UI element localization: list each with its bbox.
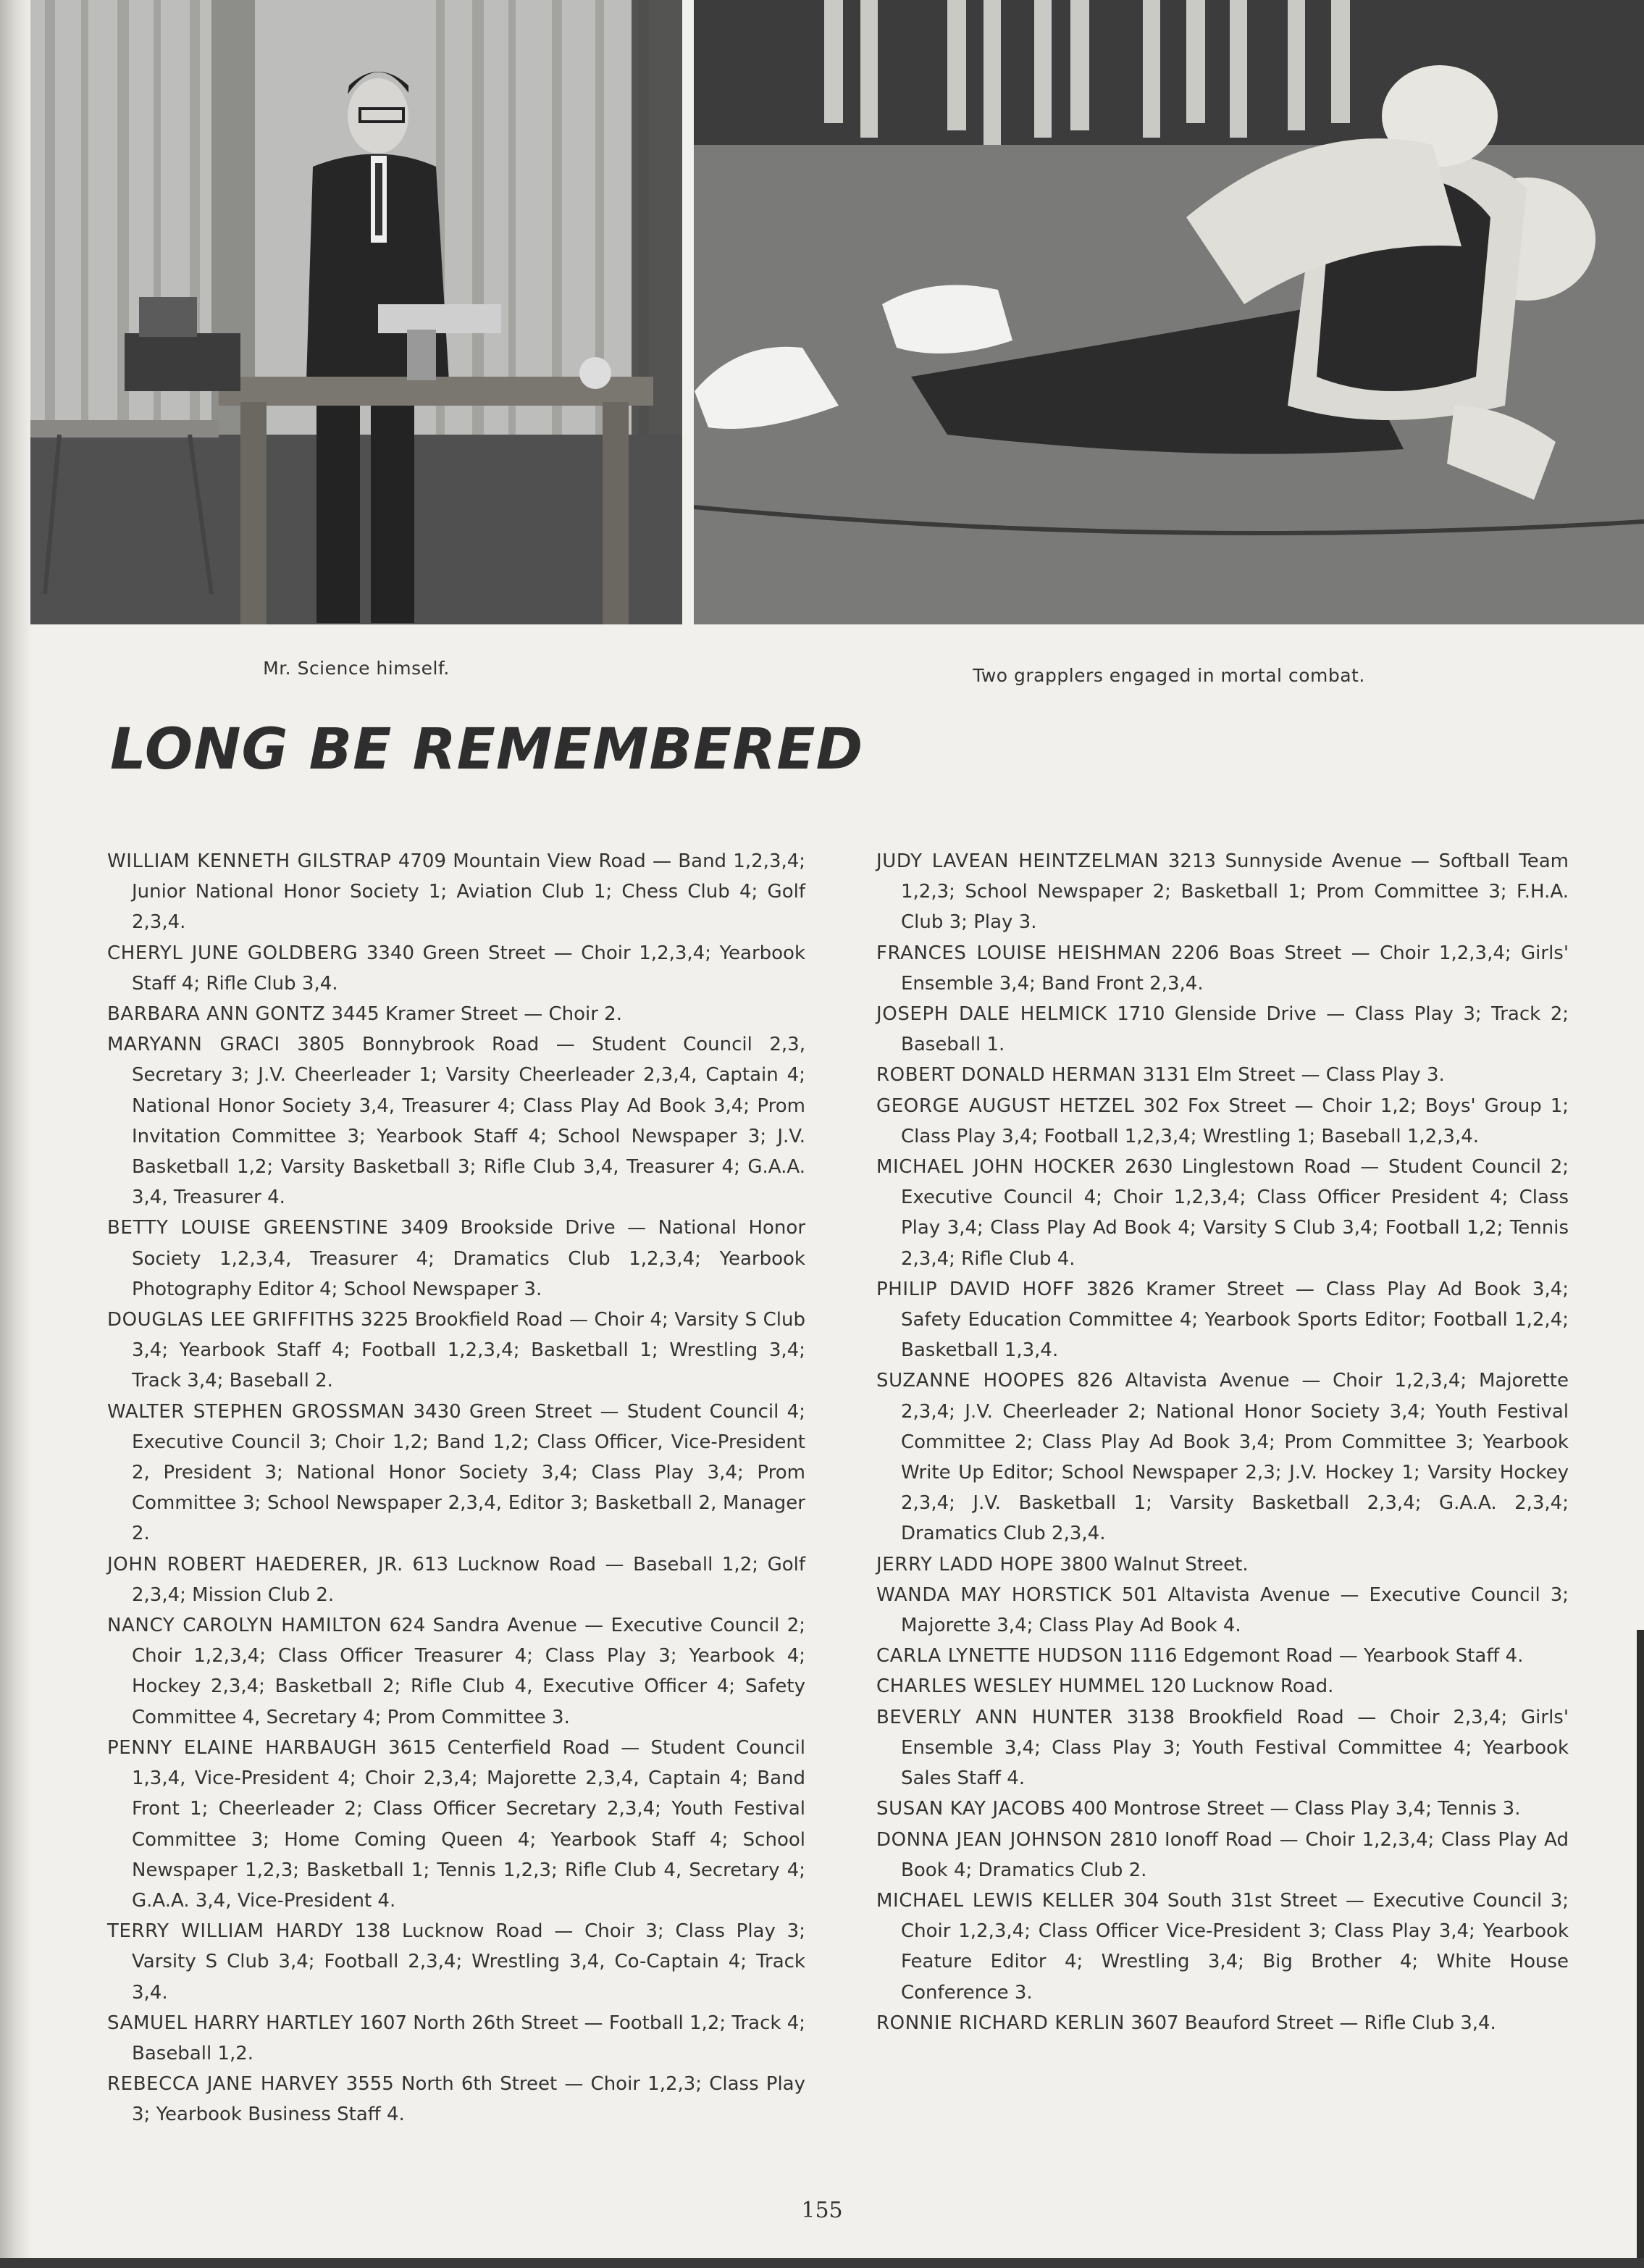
senior-activities: 3340 Green Street — Choir 1,2,3,4; Yearbook Staff 4; Rifle Club 3,4. (132, 942, 806, 995)
senior-entry (876, 1060, 1569, 1090)
senior-activities: 3131 Elm Street — Class Play 3. (1142, 1064, 1445, 1087)
senior-entry (107, 846, 805, 938)
senior-name: JOHN ROBERT HAEDERER, JR. (107, 1553, 403, 1576)
senior-entry (107, 2069, 805, 2130)
science-photo-caption: Mr. Science himself. (263, 658, 450, 679)
senior-list-left (107, 846, 805, 2130)
senior-entry (107, 2008, 805, 2069)
senior-name: DOUGLAS LEE GRIFFITHS (107, 1309, 355, 1331)
senior-activities: 613 Lucknow Road — Baseball 1,2; Golf 2,3,4; Mission Club 2. (132, 1553, 806, 1606)
senior-entry (107, 1549, 805, 1610)
senior-activities: 3445 Kramer Street — Choir 2. (331, 1003, 622, 1026)
senior-entry (876, 846, 1569, 938)
senior-entry (876, 1671, 1569, 1702)
senior-activities: 4709 Mountain View Road — Band 1,2,3,4; Junior National Honor Society 1; Aviation Club 1; Chess Club 4; Golf 2,3,4. (132, 850, 806, 934)
senior-entry (107, 1916, 805, 2008)
senior-entry (876, 1274, 1569, 1366)
senior-activities: 1116 Edgemont Road — Yearbook Staff 4. (1129, 1645, 1524, 1667)
senior-entry (876, 1825, 1569, 1886)
senior-entry (107, 1397, 805, 1549)
senior-name: ROBERT DONALD HERMAN (876, 1064, 1137, 1087)
senior-activities: 1710 Glenside Drive — Class Play 3; Track 2; Baseball 1. (901, 1003, 1569, 1056)
senior-name: SUSAN KAY JACOBS (876, 1798, 1066, 1820)
page-edge-shadow (1637, 1630, 1644, 2268)
senior-activities: 2206 Boas Street — Choir 1,2,3,4; Girls' Ensemble 3,4; Band Front 2,3,4. (901, 942, 1569, 995)
senior-activities: 624 Sandra Avenue — Executive Council 2; Choir 1,2,3,4; Class Officer Treasurer 4; Class Play 3; Yearbook 4; Hockey 2,3,4; Basketball 2; Rifle Club 4, Executive Officer 4; Safety Committee 4, Secretary 4; Prom Committee 3. (132, 1615, 805, 1728)
senior-activities: 2810 Ionoff Road — Choir 1,2,3,4; Class Play Ad Book 4; Dramatics Club 2. (901, 1828, 1569, 1881)
senior-activities: 3138 Brookfield Road — Choir 2,3,4; Girls' Ensemble 3,4; Class Play 3; Youth Festival Committee 4; Yearbook Sales Staff 4. (901, 1706, 1569, 1790)
wrestling-photo (694, 0, 1644, 624)
senior-entry (876, 2008, 1569, 2038)
senior-name: SAMUEL HARRY HARTLEY (107, 2012, 353, 2034)
senior-entry (876, 1365, 1569, 1549)
senior-activities: 826 Altavista Avenue — Choir 1,2,3,4; Majorette 2,3,4; J.V. Cheerleader 2; National Honor Society 3,4; Youth Festival Committee 2; Class Play Ad Book 3,4; Prom Committee 3; Yearbook Write Up Editor; School Newspaper 2,3; J.V. Hockey 1; Varsity Hockey 2,3,4; J.V. Basketball 1; Varsity Basketball 2,3,4; G.A.A. 2,3,4; Dramatics Club 2,3,4. (901, 1370, 1569, 1545)
senior-entry (876, 1091, 1569, 1152)
senior-name: DONNA JEAN JOHNSON (876, 1828, 1103, 1851)
wrestling-photo-caption: Two grapplers engaged in mortal combat. (973, 665, 1365, 686)
senior-entry (876, 1794, 1569, 1824)
senior-entry (107, 1733, 805, 1916)
senior-entry (107, 1213, 805, 1305)
senior-activities: 1607 North 26th Street — Football 1,2; Track 4; Baseball 1,2. (132, 2012, 805, 2064)
senior-name: BETTY LOUISE GREENSTINE (107, 1217, 389, 1239)
senior-activities: 302 Fox Street — Choir 1,2; Boys' Group 1; Class Play 3,4; Football 1,2,3,4; Wrestling 1; Baseball 1,2,3,4. (901, 1095, 1569, 1147)
page-heading: LONG BE REMEMBERED (110, 717, 864, 782)
senior-name: TERRY WILLIAM HARDY (107, 1920, 343, 1943)
senior-name: JOSEPH DALE HELMICK (876, 1003, 1107, 1026)
page-number: 155 (801, 2198, 843, 2223)
senior-activities: 3409 Brookside Drive — National Honor Society 1,2,3,4, Treasurer 4; Dramatics Club 1,2,3,4; Yearbook Photography Editor 4; School Newspaper 3. (132, 1217, 806, 1300)
senior-name: CARLA LYNETTE HUDSON (876, 1645, 1123, 1667)
senior-entry (876, 1580, 1569, 1641)
page-gutter-shadow (0, 0, 32, 2268)
science-demonstration-photo (30, 0, 682, 624)
senior-activities: 3225 Brookfield Road — Choir 4; Varsity S Club 3,4; Yearbook Staff 4; Football 1,2,3,4; Basketball 1; Wrestling 3,4; Track 3,4; Baseball 2. (132, 1309, 806, 1392)
senior-activities: 3555 North 6th Street — Choir 1,2,3; Class Play 3; Yearbook Business Staff 4. (132, 2073, 805, 2126)
senior-name: MICHAEL LEWIS KELLER (876, 1889, 1115, 1912)
senior-entry (107, 1029, 805, 1213)
senior-name: CHARLES WESLEY HUMMEL (876, 1675, 1144, 1698)
senior-entry (107, 938, 805, 999)
senior-entry (876, 1702, 1569, 1794)
senior-activities: 3826 Kramer Street — Class Play Ad Book 3,4; Safety Education Committee 4; Yearbook Sports Editor; Football 1,2,4; Basketball 1,3,4. (901, 1278, 1569, 1362)
senior-entry (876, 999, 1569, 1060)
senior-list-right (876, 846, 1569, 2038)
senior-entry (107, 999, 805, 1029)
senior-name: SUZANNE HOOPES (876, 1370, 1065, 1392)
senior-activities: 400 Montrose Street — Class Play 3,4; Tennis 3. (1071, 1798, 1521, 1820)
senior-entry (876, 1886, 1569, 2008)
senior-entry (107, 1305, 805, 1397)
senior-activities: 3607 Beauford Street — Rifle Club 3,4. (1131, 2012, 1496, 2034)
senior-name: BEVERLY ANN HUNTER (876, 1706, 1113, 1728)
page-bottom-edge (0, 2258, 1644, 2268)
senior-name: NANCY CAROLYN HAMILTON (107, 1615, 382, 1637)
senior-name: GEORGE AUGUST HETZEL (876, 1095, 1135, 1117)
senior-activities: 501 Altavista Avenue — Executive Council 3; Majorette 3,4; Class Play Ad Book 4. (901, 1583, 1569, 1637)
senior-entry (876, 1641, 1569, 1671)
senior-name: PHILIP DAVID HOFF (876, 1278, 1075, 1300)
senior-activities: 304 South 31st Street — Executive Council 3; Choir 1,2,3,4; Class Officer Vice-President 3; Class Play 3,4; Yearbook Feature Editor 4; Wrestling 3,4; Big Brother 4; White House Conference 3. (901, 1889, 1569, 2004)
senior-name: FRANCES LOUISE HEISHMAN (876, 942, 1162, 964)
senior-entry (876, 938, 1569, 999)
senior-activities: 2630 Linglestown Road — Student Council 2; Executive Council 4; Choir 1,2,3,4; Class Officer President 4; Class Play 3,4; Class Play Ad Book 4; Varsity S Club 3,4; Football 1,2; Tennis 2,3,4; Rifle Club 4. (901, 1156, 1569, 1270)
senior-entry (876, 1152, 1569, 1274)
senior-activities: 120 Lucknow Road. (1150, 1675, 1334, 1698)
senior-name: BARBARA ANN GONTZ (107, 1003, 326, 1026)
senior-name: WILLIAM KENNETH GILSTRAP (107, 850, 392, 872)
senior-name: MICHAEL JOHN HOCKER (876, 1156, 1116, 1179)
senior-name: PENNY ELAINE HARBAUGH (107, 1736, 377, 1759)
senior-activities: 138 Lucknow Road — Choir 3; Class Play 3; Varsity S Club 3,4; Football 2,3,4; Wrestling 3,4, Co-Captain 4; Track 3,4. (132, 1920, 805, 2004)
senior-name: WANDA MAY HORSTICK (876, 1583, 1112, 1606)
senior-entry (107, 1610, 805, 1733)
senior-activities: 3800 Walnut Street. (1060, 1553, 1249, 1576)
senior-activities: 3805 Bonnybrook Road — Student Council 2,3, Secretary 3; J.V. Cheerleader 1; Varsity Cheerleader 2,3,4, Captain 4; National Honor Society 3,4, Treasurer 4; Class Play Ad Book 3,4; Prom Invitation Committee 3; Yearbook Staff 4; School Newspaper 3; J.V. Basketball 1,2; Varsity Basketball 3; Rifle Club 3,4, Treasurer 4; G.A.A. 3,4, Treasurer 4. (132, 1034, 805, 1209)
senior-activities: 3213 Sunnyside Avenue — Softball Team 1,2,3; School Newspaper 2; Basketball 1; Prom Committee 3; F.H.A. Club 3; Play 3. (901, 850, 1569, 934)
senior-name: CHERYL JUNE GOLDBERG (107, 942, 358, 964)
senior-name: MARYANN GRACI (107, 1034, 280, 1056)
senior-name: WALTER STEPHEN GROSSMAN (107, 1400, 406, 1423)
senior-name: REBECCA JANE HARVEY (107, 2073, 339, 2096)
senior-name: JERRY LADD HOPE (876, 1553, 1054, 1576)
senior-name: JUDY LAVEAN HEINTZELMAN (876, 850, 1159, 872)
senior-name: RONNIE RICHARD KERLIN (876, 2012, 1125, 2034)
senior-activities: 3615 Centerfield Road — Student Council 1,3,4, Vice-President 4; Choir 2,3,4; Majorette 2,3,4, Captain 4; Band Front 1; Cheerleader 2; Class Officer Secretary 2,3,4; Youth Festival Committee 3; Home Coming Queen 4; Yearbook Staff 4; School Newspaper 1,2,3; Basketball 1; Tennis 1,2,3; Rifle Club 4, Secretary 4; G.A.A. 3,4, Vice-President 4. (132, 1736, 806, 1912)
senior-entry (876, 1549, 1569, 1580)
senior-activities: 3430 Green Street — Student Council 4; Executive Council 3; Choir 1,2; Band 1,2; Class Officer, Vice-President 2, President 3; National Honor Society 3,4; Class Play 3,4; Prom Committee 3; School Newspaper 2,3,4, Editor 3; Basketball 2, Manager 2. (132, 1400, 805, 1545)
